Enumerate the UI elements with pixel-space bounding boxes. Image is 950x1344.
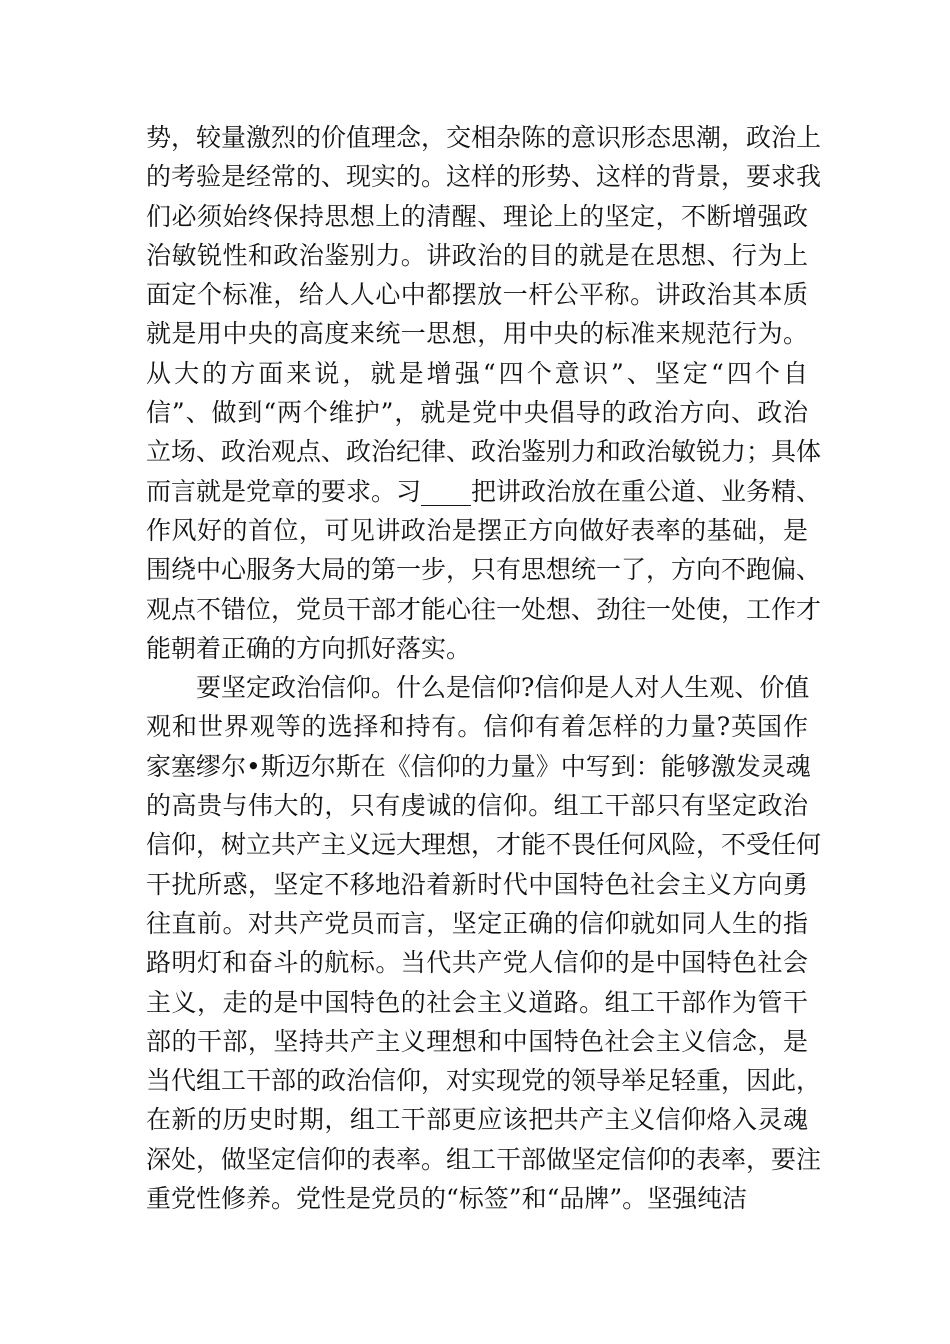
text-line: 观点不错位，党员干部才能心往一处想、劲往一处使，工作才 [146,594,822,624]
text-line: 作风好的首位，可见讲政治是摆正方向做好表率的基础，是 [146,515,808,545]
text-line: 要坚定政治信仰。什么是信仰?信仰是人对人生观、价值 [196,673,810,703]
text-line: 重党性修养。党性是党员的“标签”和“品牌”。坚强纯洁 [146,1184,748,1214]
text-line: 围绕中心服务大局的第一步，只有思想统一了，方向不跑偏、 [146,555,822,585]
body-text [146,118,822,1218]
text-line: 治敏锐性和政治鉴别力。讲政治的目的就是在思想、行为上 [146,240,808,270]
text-line: 就是用中央的高度来统一思想，用中央的标准来规范行为。 [146,319,808,349]
text-line: 能朝着正确的方向抓好落实。 [146,633,472,663]
text-line: 而言就是党章的要求。习____把讲政治放在重公道、业务精、 [146,476,822,506]
paragraph [146,118,822,668]
text-line: 当代组工干部的政治信仰，对实现党的领导举足轻重，因此， [146,1066,822,1096]
text-line: 信”、做到“两个维护”，就是党中央倡导的政治方向、政治 [146,398,808,428]
text-line: 路明灯和奋斗的航标。当代共产党人信仰的是中国特色社会 [146,948,808,978]
text-line: 主义，走的是中国特色的社会主义道路。组工干部作为管干 [146,987,808,1017]
text-line: 观和世界观等的选择和持有。信仰有着怎样的力量?英国作 [146,712,808,742]
text-line: 们必须始终保持思想上的清醒、理论上的坚定，不断增强政 [146,201,808,231]
paragraph [146,668,822,1218]
text-line: 的考验是经常的、现实的。这样的形势、这样的背景，要求我 [146,162,822,192]
text-line: 往直前。对共产党员而言，坚定正确的信仰就如同人生的指 [146,908,808,938]
text-line: 信仰，树立共产主义远大理想，才能不畏任何风险，不受任何 [146,830,822,860]
text-line: 从大的方面来说，就是增强“四个意识”、坚定“四个自 [146,358,808,388]
text-line: 家塞缪尔•斯迈尔斯在《信仰的力量》中写到：能够激发灵魂 [146,751,811,781]
text-line: 势，较量激烈的价值理念，交相杂陈的意识形态思潮，政治上 [146,123,822,152]
text-line: 部的干部，坚持共产主义理想和中国特色社会主义信念，是 [146,1026,808,1056]
text-line: 在新的历史时期，组工干部更应该把共产主义信仰烙入灵魂 [146,1105,808,1135]
text-line: 立场、政治观点、政治纪律、政治鉴别力和政治敏锐力；具体 [146,437,822,467]
text-line: 的高贵与伟大的，只有虔诚的信仰。组工干部只有坚定政治 [146,791,808,821]
text-line: 干扰所惑，坚定不移地沿着新时代中国特色社会主义方向勇 [146,869,808,899]
text-line: 面定个标准，给人人心中都摆放一杆公平称。讲政治其本质 [146,280,808,310]
text-line: 深处，做坚定信仰的表率。组工干部做坚定信仰的表率，要注 [146,1144,822,1174]
